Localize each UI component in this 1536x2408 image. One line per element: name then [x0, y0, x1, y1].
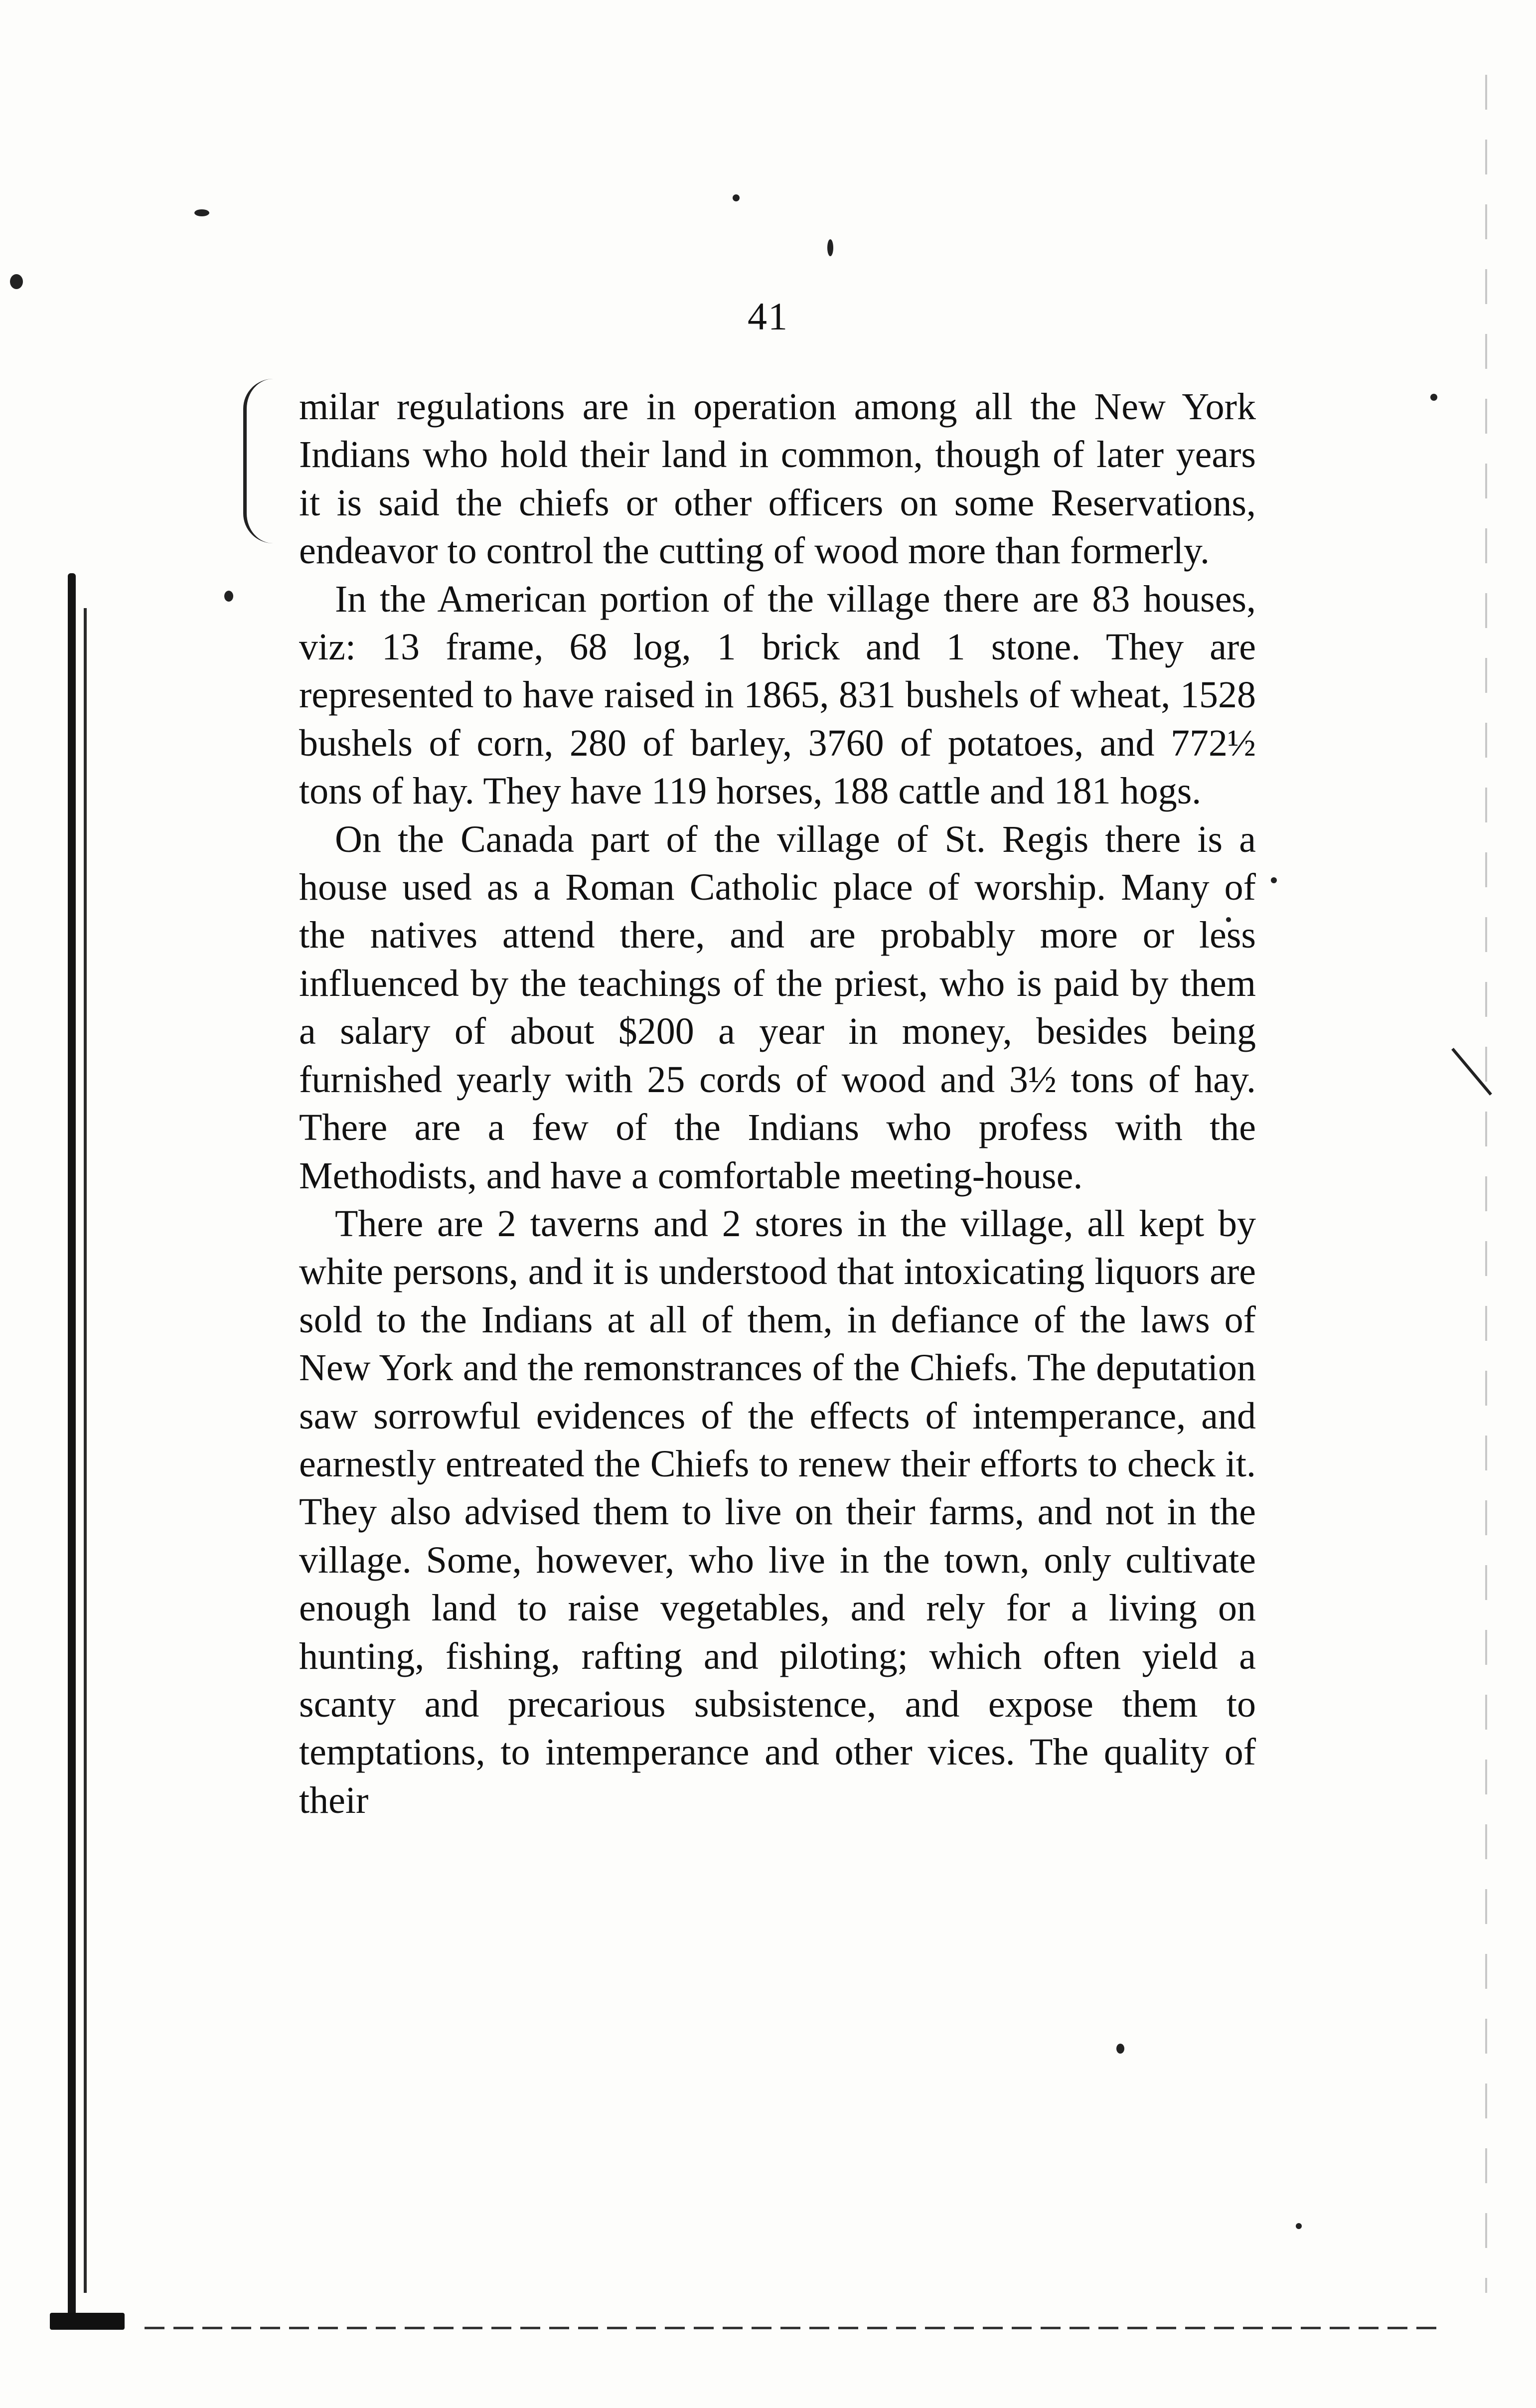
paragraph: In the American portion of the village there are 83 houses, viz: 13 frame, 68 log, 1 brick and 1 stone. They are represented to have raised in 1865, 831 bushels of wheat, 1528 bushels of corn, 280 of barley, 3760 of potatoes, and 772½ tons of hay. They have 119 horses, 188 cattle and 181 hogs.	[299, 578, 1256, 812]
paragraph: On the Canada part of the village of St. Regis there is a house used as a Roman Catholic place of worship. Many of the natives attend there, and are probably more or less influenced by the teachings of the priest, who is paid by them a salary of about $200 a year in money, besides being furnished yearly with 25 cords of wood and 3½ tons of hay. There are a few of the Indians who profess with the Methodists, and have a comfortable meeting-house.	[299, 818, 1256, 1197]
right-page-edge	[1485, 75, 1487, 2293]
scan-speck	[1430, 394, 1437, 401]
margin-bracket-mark	[243, 379, 277, 543]
scan-speck	[1116, 2044, 1124, 2054]
binding-edge-mark	[68, 573, 76, 2328]
binding-foot-mark	[50, 2313, 125, 2330]
scan-speck	[733, 194, 740, 201]
paragraph: There are 2 taverns and 2 stores in the village, all kept by white persons, and it is understood that intoxicating liquors are sold to the Indians at all of them, in defiance of the laws of New York and the remonstrances of the Chiefs. The deputation saw sorrowful evidences of the effects of intemperance, and earnestly entreated the Chiefs to renew their efforts to check it. They also advised them to live on their farms, and not in the village. Some, however, who live in the town, only cultivate enough land to raise vegetables, and rely for a living on hunting, fishing, rafting and piloting; which often yield a scanty and precarious subsistence, and expose them to temptations, to intemperance and other vices. The quality of their	[299, 1202, 1256, 1821]
paragraph: milar regulations are in operation among all the New York Indians who hold their land in common, though of later years it is said the chiefs or other officers on some Reservations, endeavor to control the cutting of wood more than formerly.	[299, 386, 1256, 572]
binding-edge-thin-mark	[84, 608, 87, 2293]
scan-speck	[10, 274, 23, 289]
scan-speck	[194, 209, 209, 216]
scan-speck	[1271, 877, 1277, 883]
scan-speck	[1296, 2223, 1302, 2229]
scan-speck	[224, 591, 233, 602]
page-number: 41	[748, 295, 788, 338]
bottom-scan-rule	[145, 2327, 1440, 2329]
body-text	[299, 383, 1256, 1824]
scan-speck	[827, 239, 833, 256]
